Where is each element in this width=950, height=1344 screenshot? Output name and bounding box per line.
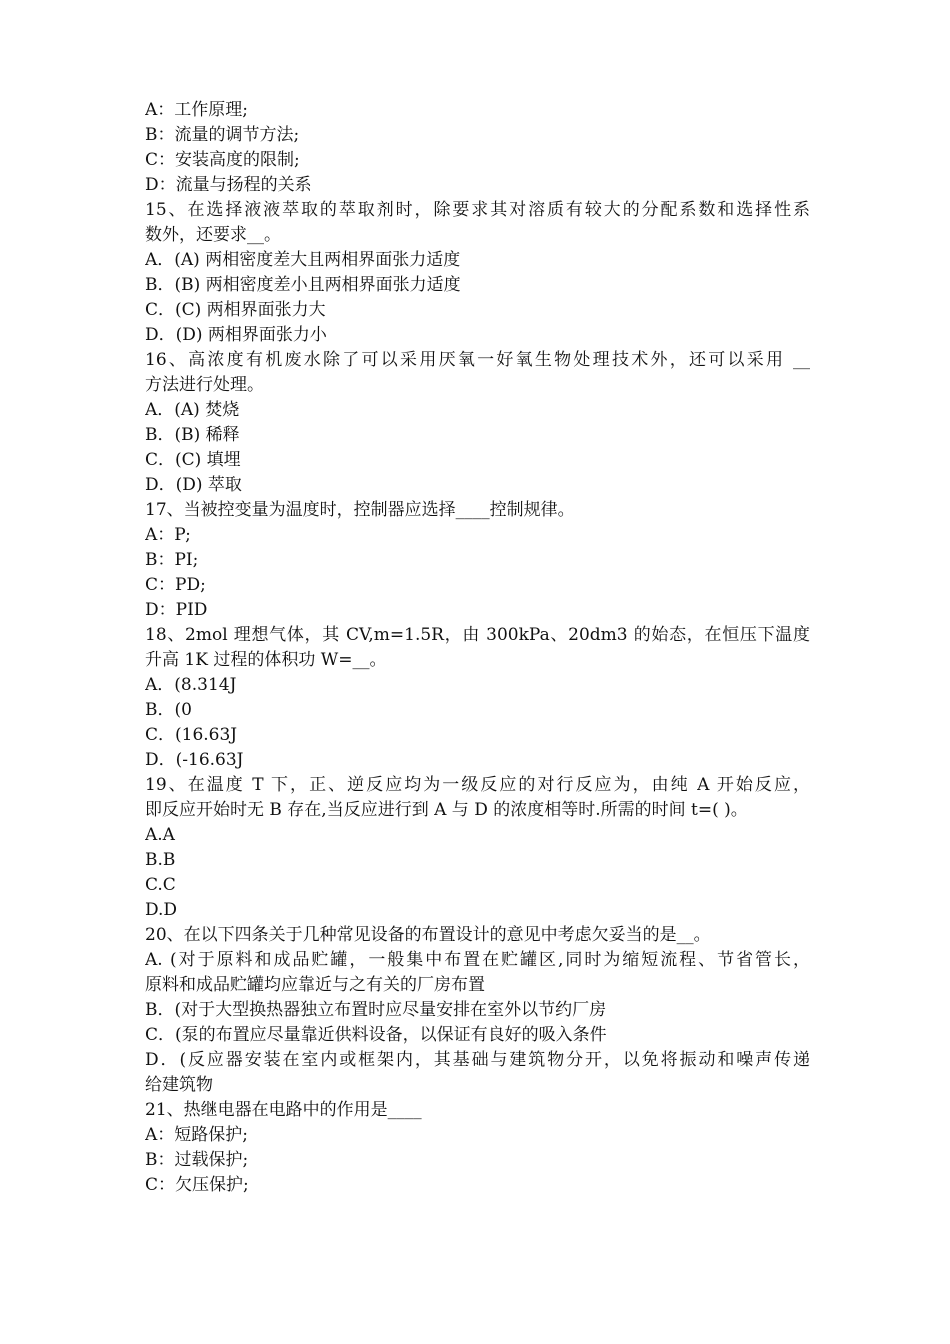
question-19-option-a: A.A (145, 825, 175, 845)
question-16-line-1: 16、高浓度有机废水除了可以采用厌氧一好氧生物处理技术外，还可以采用 __ (145, 350, 810, 370)
question-20-line-1: 20、在以下四条关于几种常见设备的布置设计的意见中考虑欠妥当的是__。 (145, 925, 711, 945)
question-19-option-d: D.D (145, 900, 178, 920)
question-16-option-c: C．(C) 填埋 (145, 450, 241, 470)
question-15-line-1: 15、在选择液液萃取的萃取剂时，除要求其对溶质有较大的分配系数和选择性系 (145, 200, 810, 220)
question-19-option-b: B.B (145, 850, 176, 870)
question-text-block (145, 98, 810, 1198)
question-21-option-a: A：短路保护; (145, 1125, 249, 1145)
option-d-line: D：流量与扬程的关系 (145, 175, 312, 195)
question-17-line-1: 17、当被控变量为温度时，控制器应选择____控制规律。 (145, 500, 575, 520)
question-19-line-1: 19、在温度 T 下，正、逆反应均为一级反应的对行反应为，由纯 A 开始反应， (145, 775, 810, 795)
question-20-option-a-line-1: A. (对于原料和成品贮罐，一般集中布置在贮罐区,同时为缩短流程、节省管长， (145, 950, 810, 970)
question-17-option-c: C：PD; (145, 575, 206, 595)
question-19-line-2: 即反应开始时无 B 存在,当反应进行到 A 与 D 的浓度相等时.所需的时间 t=( )。 (145, 800, 748, 820)
question-18-option-d: D．(-16.63J (145, 750, 244, 770)
question-17-option-b: B：PI; (145, 550, 199, 570)
question-18-option-c: C．(16.63J (145, 725, 238, 745)
question-20-option-d-line-2: 给建筑物 (145, 1075, 213, 1095)
question-17-option-a: A：P; (145, 525, 191, 545)
question-15-option-a: A．(A) 两相密度差大且两相界面张力适度 (145, 250, 461, 270)
question-16-option-d: D．(D) 萃取 (145, 475, 242, 495)
question-18-line-1: 18、2mol 理想气体，其 CV,m=1.5R，由 300kPa、20dm3 的始态，在恒压下温度 (145, 625, 810, 645)
option-c-line: C：安装高度的限制; (145, 150, 300, 170)
question-15-line-2: 数外，还要求__。 (145, 225, 281, 245)
question-21-option-c: C：欠压保护; (145, 1175, 249, 1195)
question-19-option-c: C.C (145, 875, 176, 895)
question-15-option-d: D．(D) 两相界面张力小 (145, 325, 327, 345)
question-18-option-b: B．(0 (145, 700, 192, 720)
option-b-line: B：流量的调节方法; (145, 125, 300, 145)
question-15-option-b: B．(B) 两相密度差小且两相界面张力适度 (145, 275, 461, 295)
question-20-option-a-line-2: 原料和成品贮罐均应靠近与之有关的厂房布置 (145, 975, 485, 995)
question-20-option-d-line-1: D．(反应器安装在室内或框架内，其基础与建筑物分开，以免将振动和噪声传递 (145, 1050, 810, 1070)
question-18-line-2: 升高 1K 过程的体积功 W=__。 (145, 650, 387, 670)
option-a-line: A：工作原理; (145, 100, 249, 120)
question-17-option-d: D：PID (145, 600, 208, 620)
question-20-option-c: C．(泵的布置应尽量靠近供料设备，以保证有良好的吸入条件 (145, 1025, 607, 1045)
question-21-line-1: 21、热继电器在电路中的作用是____ (145, 1100, 422, 1120)
question-16-line-2: 方法进行处理。 (145, 375, 264, 395)
question-16-option-a: A．(A) 焚烧 (145, 400, 240, 420)
question-21-option-b: B：过载保护; (145, 1150, 249, 1170)
question-18-option-a: A．(8.314J (145, 675, 237, 695)
question-16-option-b: B．(B) 稀释 (145, 425, 240, 445)
question-15-option-c: C．(C) 两相界面张力大 (145, 300, 326, 320)
question-20-option-b: B．(对于大型换热器独立布置时应尽量安排在室外以节约厂房 (145, 1000, 607, 1020)
